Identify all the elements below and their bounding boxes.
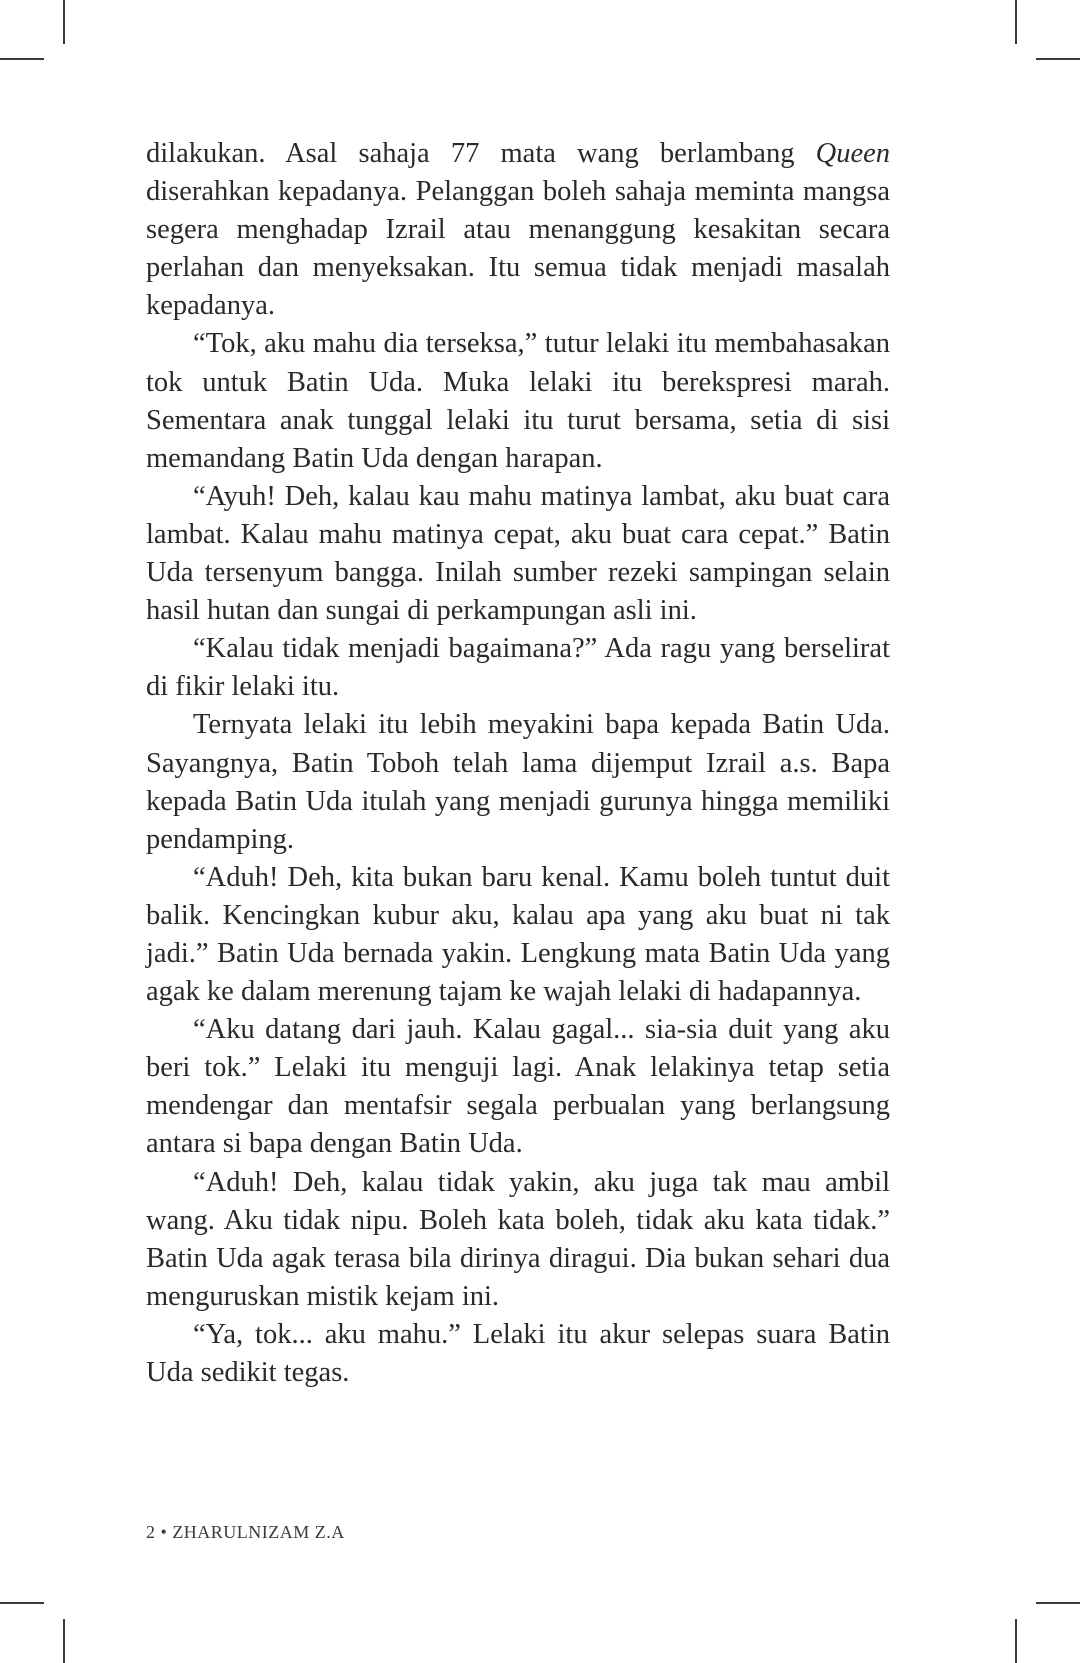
- body-text: [146, 135, 890, 1392]
- paragraph: Ternyata lelaki itu lebih meyakini bapa kepada Batin Uda. Sayangnya, Batin Toboh telah lama dijemput Izrail a.s. Bapa kepada Batin Uda itulah yang menjadi gurunya hingga memiliki pendamping.: [146, 709, 890, 855]
- crop-mark-top-right-horizontal: [1036, 58, 1080, 60]
- crop-mark-bottom-left-vertical: [63, 1619, 65, 1663]
- paragraph: “Kalau tidak menjadi bagaimana?” Ada ragu yang berselirat di fikir lelaki itu.: [146, 633, 890, 703]
- crop-mark-bottom-right-vertical: [1015, 1619, 1017, 1663]
- crop-mark-bottom-left-horizontal: [0, 1602, 44, 1604]
- paragraph: “Aku datang dari jauh. Kalau gagal... sia-sia duit yang aku beri tok.” Lelaki itu menguji lagi. Anak lelakinya tetap setia mendengar dan mentafsir segala perbualan yang berlangsung antara si bapa dengan Batin Uda.: [146, 1014, 890, 1160]
- page-number: 2: [146, 1522, 156, 1542]
- page-footer: [146, 1522, 345, 1543]
- paragraph: “Ya, tok... aku mahu.” Lelaki itu akur selepas suara Batin Uda sedikit tegas.: [146, 1318, 890, 1388]
- author-name: ZHARULNIZAM Z.A: [172, 1522, 345, 1542]
- paragraph: “Tok, aku mahu dia terseksa,” tutur lelaki itu membahasakan tok untuk Batin Uda. Muka lelaki itu berekspresi marah. Sementara anak tunggal lelaki itu turut bersama, setia di sisi memandang Batin Uda dengan harapan.: [146, 328, 890, 474]
- crop-mark-top-right-vertical: [1015, 0, 1017, 44]
- footer-separator: •: [160, 1522, 168, 1542]
- paragraph: “Aduh! Deh, kita bukan baru kenal. Kamu boleh tuntut duit balik. Kencingkan kubur aku, kalau apa yang aku buat ni tak jadi.” Batin Uda bernada yakin. Lengkung mata Batin Uda yang agak ke dalam merenung tajam ke wajah lelaki di hadapannya.: [146, 861, 890, 1008]
- crop-mark-top-left-vertical: [63, 0, 65, 44]
- paragraph-text-before-italic: dilakukan. Asal sahaja 77 mata wang berlambang: [146, 138, 816, 169]
- italic-word-queen: Queen: [815, 138, 890, 169]
- crop-mark-top-left-horizontal: [0, 58, 44, 60]
- crop-mark-bottom-right-horizontal: [1036, 1602, 1080, 1604]
- paragraph: “Ayuh! Deh, kalau kau mahu matinya lambat, aku buat cara lambat. Kalau mahu matinya cepat, aku buat cara cepat.” Batin Uda tersenyum bangga. Inilah sumber rezeki sampingan selain hasil hutan dan sungai di perkampungan asli ini.: [146, 480, 890, 627]
- paragraph: [146, 135, 890, 325]
- paragraph: “Aduh! Deh, kalau tidak yakin, aku juga tak mau ambil wang. Aku tidak nipu. Boleh kata boleh, tidak aku kata tidak.” Batin Uda agak terasa bila dirinya diragui. Dia bukan sehari dua menguruskan mistik kejam ini.: [146, 1166, 890, 1312]
- paragraph-text-after-italic: diserahkan kepadanya. Pelanggan boleh sahaja meminta mangsa segera menghadap Izrail atau menanggung kesakitan secara perlahan dan menyeksakan. Itu semua tidak menjadi masalah kepadanya.: [146, 176, 890, 322]
